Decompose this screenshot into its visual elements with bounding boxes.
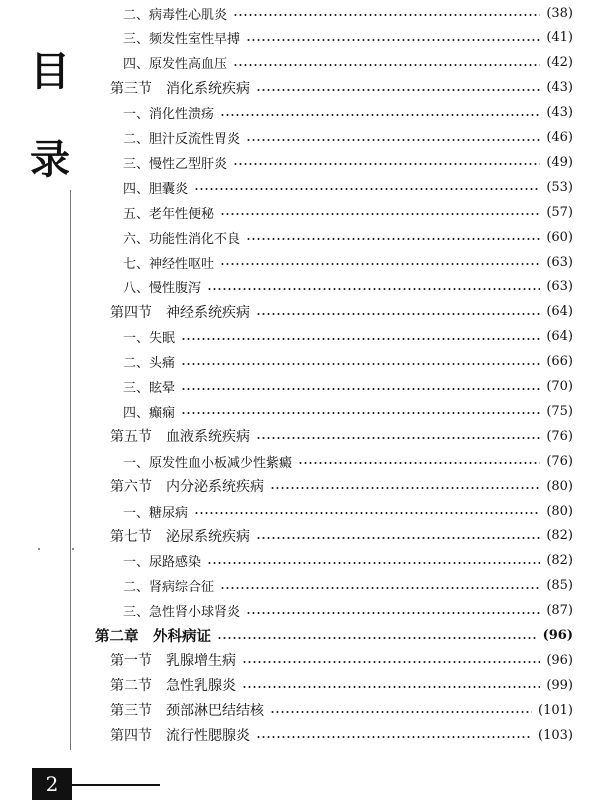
toc-entry-label: 一、消化性溃疡 — [123, 107, 215, 123]
dot-leader — [256, 89, 540, 91]
dot-leader — [256, 537, 540, 539]
dot-leader — [181, 363, 540, 365]
toc-entry-section — [110, 78, 573, 98]
toc-entry-page: (41) — [546, 30, 573, 46]
toc-entry-label: 七、神经性呕吐 — [123, 256, 215, 272]
dot-leader — [233, 64, 540, 66]
toc-title-char-1: 目 — [30, 49, 70, 95]
toc-entry-label: 第五节 血液系统疾病 — [110, 429, 250, 446]
toc-entry-page: (42) — [546, 55, 573, 71]
footer-rule — [72, 784, 160, 786]
toc-entry-item — [123, 377, 573, 397]
toc-entry-label: 三、频发性室性早搏 — [123, 32, 241, 48]
toc-entry-page: (43) — [546, 80, 573, 96]
toc-entry-item — [123, 202, 573, 222]
toc-entry-page: (60) — [546, 229, 573, 245]
toc-entry-label: 五、老年性便秘 — [123, 206, 215, 222]
toc-entry-item — [123, 252, 573, 272]
toc-entry-page: (43) — [546, 105, 573, 121]
dot-leader — [256, 313, 540, 315]
margin-rule — [70, 190, 71, 750]
toc-entry-page: (70) — [546, 379, 573, 394]
dot-leader — [181, 338, 540, 340]
toc-entry-item — [123, 227, 573, 247]
toc-entry-item — [123, 551, 573, 571]
toc-entry-page: (87) — [546, 603, 573, 619]
toc-entry-label: 第七节 泌尿系统疾病 — [110, 528, 250, 545]
dot-leader — [256, 437, 540, 439]
dot-leader — [242, 661, 540, 663]
toc-entry-page: (75) — [546, 403, 573, 419]
toc-entry-section — [110, 700, 573, 720]
dot-leader — [207, 288, 540, 290]
toc-entry-page: (64) — [546, 329, 573, 345]
toc-entry-page: (64) — [546, 304, 573, 320]
toc-entry-item — [123, 103, 573, 123]
scan-speck — [38, 548, 40, 550]
dot-leader — [270, 487, 540, 489]
page-number: 2 — [32, 768, 72, 800]
dot-leader — [246, 39, 540, 41]
toc-entry-item — [123, 128, 573, 148]
toc-entry-label: 二、头痛 — [123, 356, 176, 372]
toc-entry-chapter — [95, 626, 573, 646]
toc-entry-page: (63) — [546, 279, 573, 295]
toc-entry-item — [123, 277, 573, 297]
toc-entry-page: (46) — [546, 130, 573, 145]
toc-entry-label: 第四节 流行性腮腺炎 — [110, 728, 250, 745]
toc-entry-label: 三、眩晕 — [123, 381, 176, 396]
toc-entry-item — [123, 576, 573, 596]
toc-entry-label: 第一节 乳腺增生病 — [110, 653, 236, 670]
toc-entry-label: 第三节 颈部淋巴结结核 — [110, 703, 264, 720]
toc-entry-item — [123, 177, 573, 197]
toc-entry-section — [110, 302, 573, 322]
toc-entry-label: 一、尿路感染 — [123, 555, 202, 571]
toc-entry-page: (49) — [546, 154, 573, 170]
toc-entry-page: (80) — [546, 503, 573, 519]
dot-leader — [233, 163, 540, 165]
toc-entry-label: 第四节 神经系统疾病 — [110, 304, 250, 321]
toc-entry-item — [123, 28, 573, 48]
dot-leader — [181, 388, 540, 390]
toc-entry-label: 二、胆汁反流性胃炎 — [123, 132, 241, 147]
dot-leader — [246, 612, 540, 614]
toc-entry-page: (82) — [546, 528, 573, 544]
toc-entry-label: 一、原发性血小板减少性紫癜 — [123, 455, 293, 471]
toc-entry-item — [123, 601, 573, 621]
toc-entry-page: (85) — [546, 578, 573, 594]
toc-entry-page: (63) — [546, 254, 573, 270]
dot-leader — [194, 188, 540, 190]
toc-entry-page: (53) — [546, 179, 573, 195]
toc-entry-page: (101) — [538, 702, 573, 718]
toc-entry-item — [123, 53, 573, 73]
dot-leader — [298, 462, 540, 464]
toc-entry-label: 三、慢性乙型肝炎 — [123, 156, 228, 172]
dot-leader — [246, 139, 540, 141]
toc-entry-label: 第三节 消化系统疾病 — [110, 80, 250, 97]
toc-entry-page: (99) — [546, 677, 573, 693]
toc-entry-item — [123, 3, 573, 23]
toc-entry-section — [110, 426, 573, 446]
toc-entry-item — [123, 401, 573, 421]
dot-leader — [270, 711, 532, 713]
toc-entry-label: 一、失眠 — [123, 331, 176, 347]
toc-entry-page: (76) — [546, 453, 573, 469]
dot-leader — [233, 14, 540, 16]
toc-entry-label: 一、糖尿病 — [123, 505, 189, 521]
toc-entry-item — [123, 501, 573, 521]
dot-leader — [181, 412, 540, 414]
toc-entry-label: 四、原发性高血压 — [123, 57, 228, 73]
toc-entry-section — [110, 526, 573, 546]
dot-leader — [217, 637, 537, 639]
toc-entry-label: 第二节 急性乳腺炎 — [110, 678, 236, 695]
toc-entry-section — [110, 476, 573, 496]
toc-entry-section — [110, 675, 573, 695]
toc-entry-section — [110, 725, 573, 745]
dot-leader — [220, 587, 540, 589]
toc-entry-item — [123, 451, 573, 471]
dot-leader — [256, 736, 532, 738]
toc-entry-page: (103) — [538, 727, 573, 743]
toc-entry-page: (96) — [542, 628, 573, 643]
toc-entry-section — [110, 650, 573, 670]
toc-title-char-2: 录 — [30, 137, 70, 183]
toc-entry-page: (96) — [546, 652, 573, 668]
toc-entry-page: (66) — [546, 354, 573, 370]
toc-entry-label: 四、癫痫 — [123, 405, 176, 421]
toc-entry-item — [123, 152, 573, 172]
toc-entry-page: (80) — [546, 478, 573, 494]
scan-speck — [72, 548, 74, 550]
toc-entry-page: (57) — [546, 204, 573, 220]
toc-entry-item — [123, 352, 573, 372]
dot-leader — [207, 562, 540, 564]
dot-leader — [246, 238, 540, 240]
dot-leader — [220, 213, 540, 215]
toc-entry-label: 二、肾病综合征 — [123, 580, 215, 596]
dot-leader — [194, 512, 540, 514]
toc-entry-label: 八、慢性腹泻 — [123, 281, 202, 297]
dot-leader — [220, 263, 540, 265]
toc-entry-label: 第六节 内分泌系统疾病 — [110, 479, 264, 496]
toc-entry-page: (38) — [546, 5, 573, 21]
toc-entry-page: (76) — [546, 428, 573, 444]
toc-entry-item — [123, 327, 573, 347]
toc-entry-page: (82) — [546, 553, 573, 569]
toc-entry-label: 四、胆囊炎 — [123, 181, 189, 197]
dot-leader — [220, 114, 540, 116]
toc-entry-label: 六、功能性消化不良 — [123, 231, 241, 247]
toc-entry-label: 二、病毒性心肌炎 — [123, 7, 228, 23]
toc-entry-label: 三、急性肾小球肾炎 — [123, 605, 241, 621]
toc-entry-label: 第二章 外科病证 — [95, 628, 211, 645]
dot-leader — [242, 686, 540, 688]
